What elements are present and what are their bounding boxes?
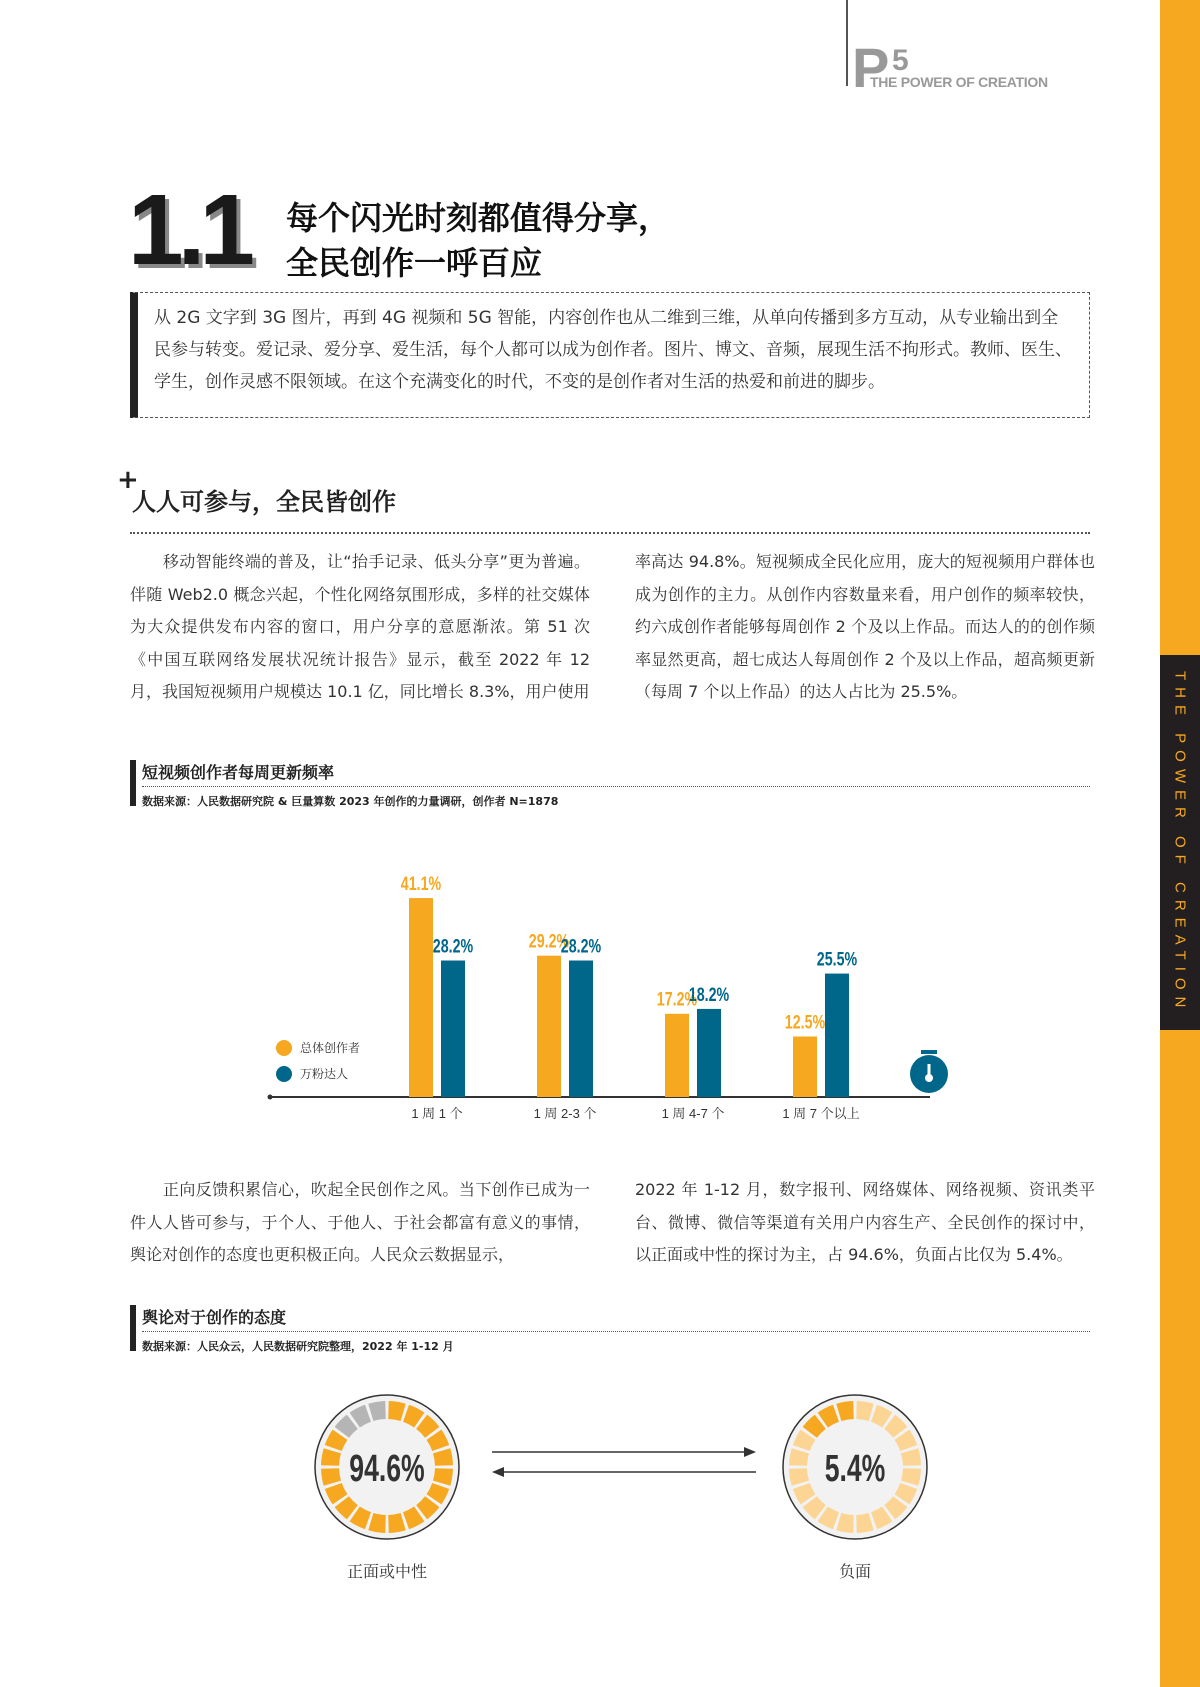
chart2-title: 舆论对于创作的态度	[142, 1308, 287, 1327]
data-label: 28.2%	[432, 935, 474, 958]
plus-icon: +	[117, 465, 139, 495]
bar-fans	[569, 961, 593, 1097]
data-label: 29.2%	[528, 930, 570, 953]
chart1-title: 短视频创作者每周更新频率	[142, 763, 335, 782]
arrow-right-head	[744, 1447, 756, 1457]
divider	[130, 532, 1090, 534]
subsection-title: 人人可参与，全民皆创作	[132, 488, 396, 516]
paragraph-1-right: 率高达 94.8%。短视频成全民化应用，庞大的短视频用户群体也成为创作的主力。从创作内容数量来看，用户创作的频率较快，约六成创作者能够每周创作 2 个及以上作品。而达人的的创作频率显然更高，超七成达人每周创作 2 个及以上作品，超高频更新（每周 7 个以上作品）的达人占比为 25.5%。	[635, 552, 1095, 701]
chart1-source: 数据来源：人民数据研究院 & 巨量算数 2023 年创作的力量调研，创作者 N=1878	[142, 795, 559, 808]
bar-overall	[409, 898, 433, 1097]
bar-fans	[697, 1009, 721, 1097]
data-label: 17.2%	[656, 988, 698, 1011]
bar-overall	[665, 1014, 689, 1097]
data-label: 18.2%	[688, 983, 730, 1006]
bar-overall	[537, 956, 561, 1097]
divider	[142, 786, 1090, 787]
stopwatch-icon-top	[921, 1050, 937, 1054]
logo-letter: P	[852, 36, 890, 99]
bar-fans	[825, 974, 849, 1097]
x-tick-label: 1 周 2-3 个	[533, 1106, 597, 1120]
bar-fans	[441, 961, 465, 1097]
stopwatch-icon-pivot	[925, 1074, 933, 1082]
gauge-value: 94.6%	[349, 1446, 425, 1490]
side-tab	[1160, 655, 1200, 1030]
x-tick-label: 1 周 7 个以上	[782, 1106, 860, 1120]
data-label: 28.2%	[560, 935, 602, 958]
gauge-label: 正面或中性	[346, 1564, 428, 1580]
section-title-line1: 每个闪光时刻都值得分享，	[286, 199, 671, 237]
paragraph-2-left: 正向反馈积累信心，吹起全民创作之风。当下创作已成为一件人人皆可参与，于个人、于他人、于社会都富有意义的事情，舆论对创作的态度也更积极正向。人民众云数据显示，	[130, 1180, 590, 1264]
bar-overall	[793, 1037, 817, 1098]
section-number: 1.1	[128, 174, 250, 286]
paragraph-2-right: 2022 年 1-12 月，数字报刊、网络媒体、网络视频、资讯类平台、微博、微信等渠道有关用户内容生产、全民创作的探讨中，以正面或中性的探讨为主，占 94.6%，负面占比仅为 5.4%。	[635, 1180, 1095, 1264]
sentiment-gauges	[0, 1380, 1160, 1580]
legend-marker	[276, 1066, 292, 1082]
data-label: 41.1%	[400, 873, 442, 895]
gauge-label: 负面	[838, 1564, 872, 1580]
bar-chart	[0, 840, 1160, 1120]
data-label: 25.5%	[816, 948, 858, 971]
header-divider	[846, 0, 848, 86]
logo-tagline: THE POWER OF CREATION	[870, 74, 1048, 90]
section-title-line2: 全民创作一呼百应	[286, 244, 543, 282]
chart-title-bar	[130, 1305, 136, 1351]
logo-number: 5	[892, 44, 909, 77]
chart-title-bar	[130, 760, 136, 806]
x-tick-label: 1 周 1 个	[411, 1106, 463, 1120]
gauge-value: 5.4%	[824, 1446, 886, 1490]
arrow-left-head	[492, 1467, 504, 1477]
x-tick-label: 1 周 4-7 个	[661, 1106, 725, 1120]
side-tab-text: THE POWER OF CREATION	[1171, 670, 1189, 1015]
data-label: 12.5%	[784, 1011, 826, 1034]
legend-marker	[276, 1040, 292, 1056]
intro-box: 从 2G 文字到 3G 图片，再到 4G 视频和 5G 智能，内容创作也从二维到三维，从单向传播到多方互动，从专业输出到全民参与转变。爱记录、爱分享、爱生活，每个人都可以成为创作者。图片、博文、音频，展现生活不拘形式。教师、医生、学生，创作灵感不限领域。在这个充满变化的时代，不变的是创作者对生活的热爱和前进的脚步。	[130, 292, 1090, 418]
axis-dot	[268, 1095, 273, 1100]
chart2-source: 数据来源：人民众云，人民数据研究院整理，2022 年 1-12 月	[142, 1340, 454, 1353]
paragraph-1-left: 移动智能终端的普及，让“抬手记录、低头分享”更为普遍。伴随 Web2.0 概念兴起，个性化网络氛围形成，多样的社交媒体为大众提供发布内容的窗口，用户分享的意愿渐浓。第 51 次《中国互联网络发展状况统计报告》显示，截至 2022 年 12 月，我国短视频用户规模达 10.1 亿，同比增长 8.3%，用户使用	[130, 552, 590, 701]
divider	[142, 1331, 1090, 1332]
legend-label: 万粉达人	[300, 1067, 349, 1081]
legend-label: 总体创作者	[300, 1041, 361, 1055]
